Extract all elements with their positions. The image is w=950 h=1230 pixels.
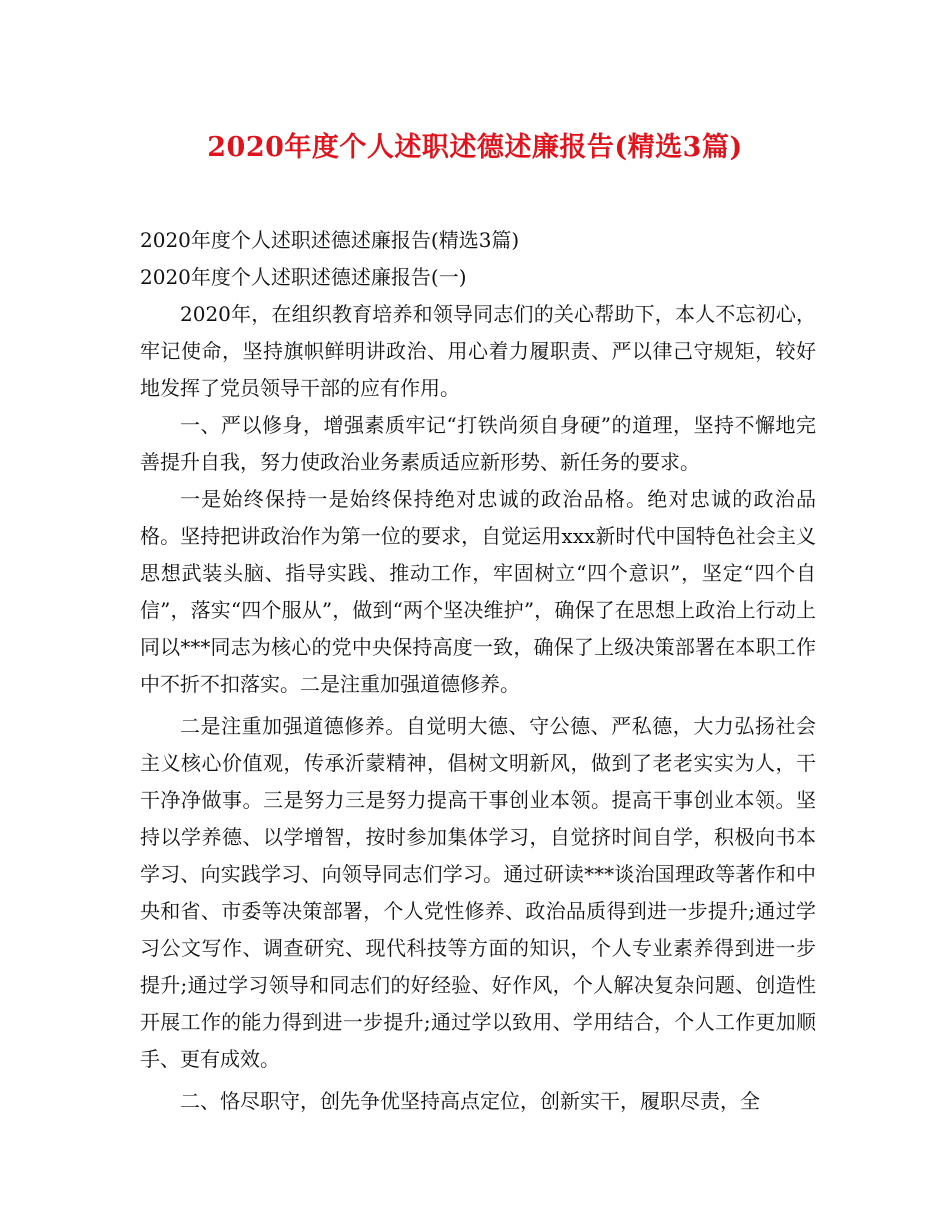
paragraph-self-cultivation: 一、严以修身，增强素质牢记“打铁尚须自身硬”的道理，坚持不懈地完善提升自我，努力使政治业务素质适应新形势、新任务的要求。 xyxy=(140,413,816,474)
subtitle-line: 2020年度个人述职述德述廉报告(精选3篇) xyxy=(140,228,520,252)
paragraph-duty: 二、恪尽职守，创先争优坚持高点定位，创新实干，履职尽责，全 xyxy=(180,1089,760,1113)
section-heading: 2020年度个人述职述德述廉报告(一) xyxy=(140,265,467,289)
document-body xyxy=(140,222,816,1120)
document-title: 2020年度个人述职述德述廉报告(精选3篇) xyxy=(207,132,743,163)
paragraph-intro: 2020年，在组织教育培养和领导同志们的关心帮助下，本人不忘初心，牢记使命，坚持旗帜鲜明讲政治、用心着力履职责、严以律己守规矩，较好地发挥了党员领导干部的应有作用。 xyxy=(140,302,816,400)
paragraph-moral-cultivation: 二是注重加强道德修养。自觉明大德、守公德、严私德，大力弘扬社会主义核心价值观，传承沂蒙精神，倡树文明新风，做到了老老实实为人，干干净净做事。三是努力三是努力提高干事创业本领。提高干事创业本领。坚持以学养德、以学增智，按时参加集体学习，自觉挤时间自学，积极向书本学习、向实践学习、向领导同志们学习。通过研读***谈治国理政等著作和中央和省、市委等决策部署，个人党性修养、政治品质得到进一步提升;通过学习公文写作、调查研究、现代科技等方面的知识，个人专业素养得到进一步提升;通过学习领导和同志们的好经验、好作风，个人解决复杂问题、创造性开展工作的能力得到进一步提升;通过学以致用、学用结合，个人工作更加顺手、更有成效。 xyxy=(140,714,816,1071)
paragraph-political-loyalty: 一是始终保持一是始终保持绝对忠诚的政治品格。绝对忠诚的政治品格。坚持把讲政治作为第一位的要求，自觉运用xxx新时代中国特色社会主义思想武装头脑、指导实践、推动工作，牢固树立“四个意识”，坚定“四个自信”，落实“四个服从”，做到“两个坚决维护”，确保了在思想上政治上行动上同以***同志为核心的党中央保持高度一致，确保了上级决策部署在本职工作中不折不扣落实。二是注重加强道德修养。 xyxy=(140,487,816,696)
